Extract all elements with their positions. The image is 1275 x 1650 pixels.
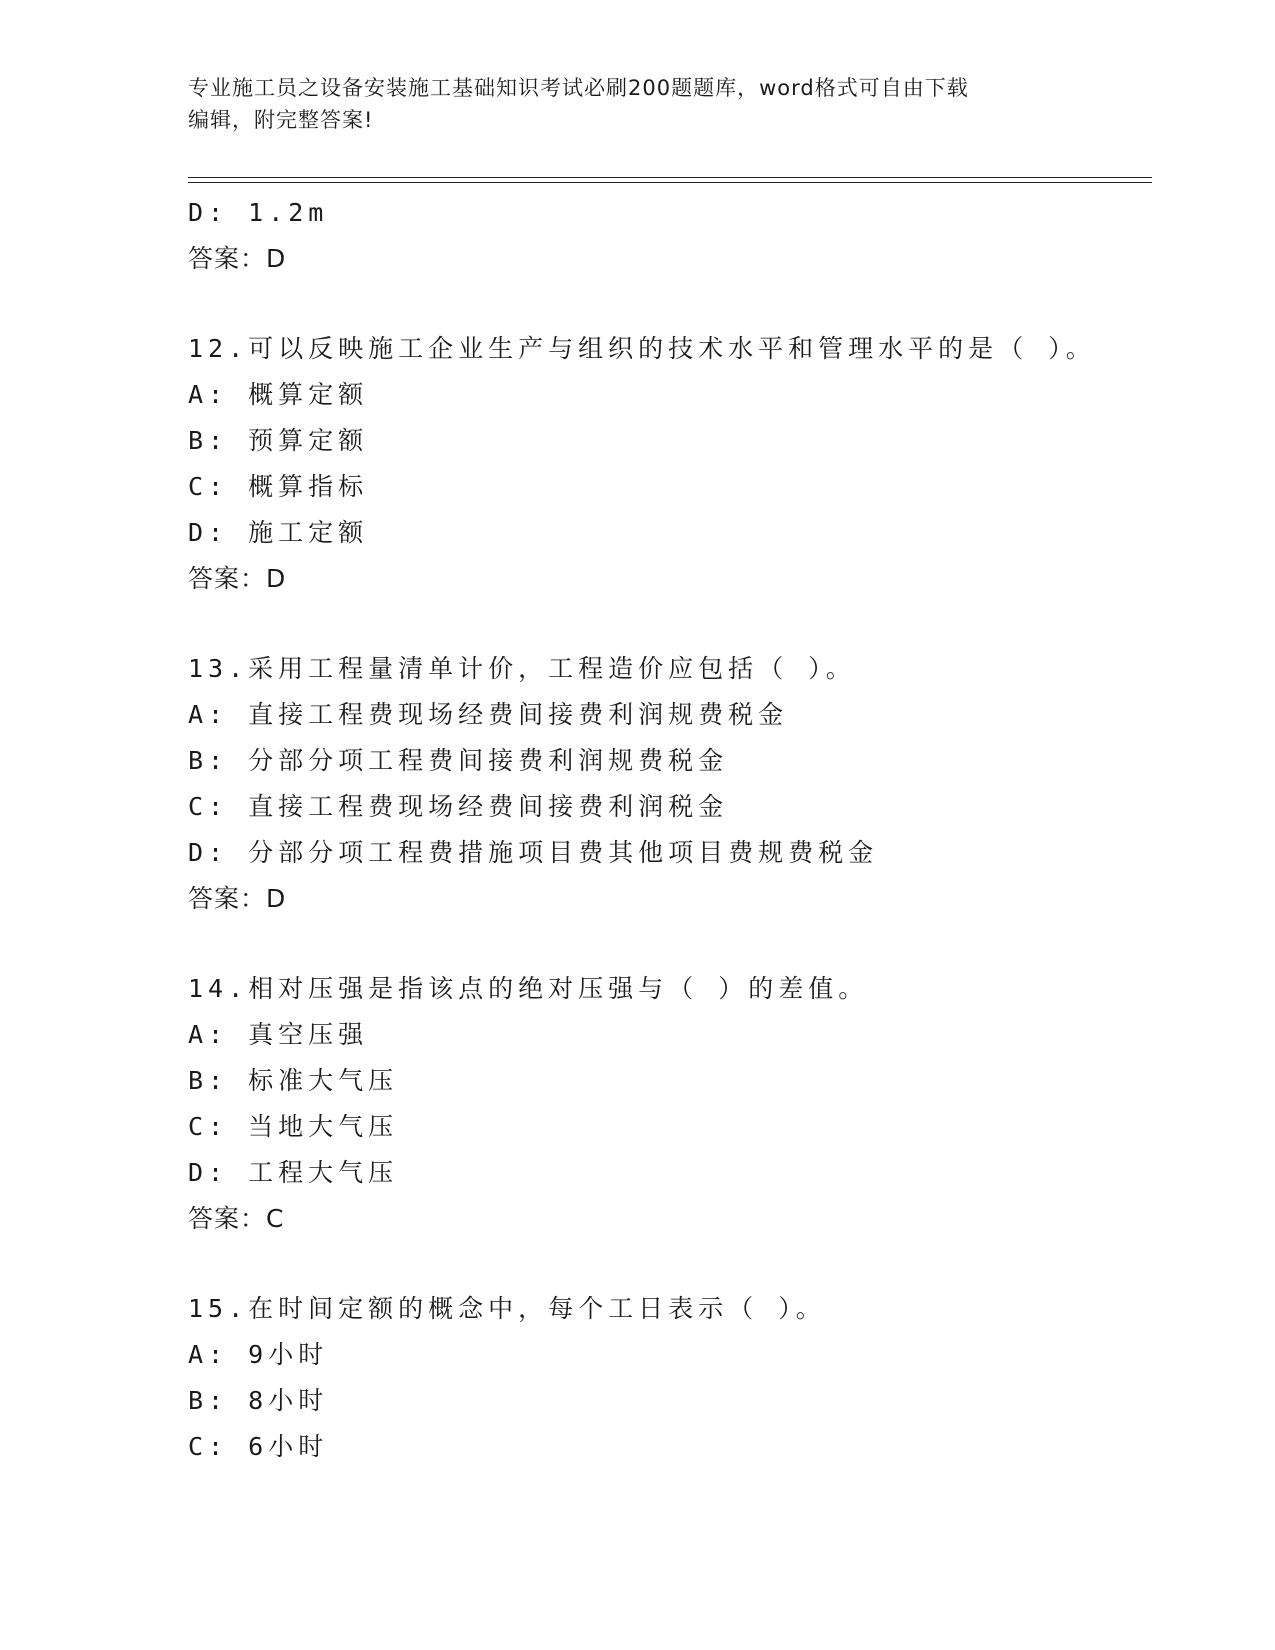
option-b: B: 分部分项工程费间接费利润规费税金 bbox=[188, 746, 729, 775]
option-d: D: 1.2m bbox=[188, 198, 329, 227]
question-stem: 13.采用工程量清单计价，工程造价应包括（ ）。 bbox=[188, 654, 856, 683]
question-stem: 12.可以反映施工企业生产与组织的技术水平和管理水平的是（ ）。 bbox=[188, 334, 1096, 363]
answer: 答案：D bbox=[188, 244, 287, 273]
option-c: C: 6小时 bbox=[188, 1432, 329, 1461]
option-a: A: 概算定额 bbox=[188, 380, 369, 409]
option-c: C: 当地大气压 bbox=[188, 1112, 399, 1141]
option-a: A: 真空压强 bbox=[188, 1020, 369, 1049]
option-b: B: 8小时 bbox=[188, 1386, 329, 1415]
spacer bbox=[188, 1242, 1148, 1286]
question-stem: 15.在时间定额的概念中，每个工日表示（ ）。 bbox=[188, 1294, 826, 1323]
option-d: D: 分部分项工程费措施项目费其他项目费规费税金 bbox=[188, 838, 879, 867]
option-b: B: 标准大气压 bbox=[188, 1066, 399, 1095]
header-rule-top bbox=[188, 177, 1152, 178]
option-c: C: 直接工程费现场经费间接费利润税金 bbox=[188, 792, 729, 821]
question-list bbox=[188, 190, 1148, 1470]
answer: 答案：C bbox=[188, 1204, 285, 1233]
answer: 答案：D bbox=[188, 884, 287, 913]
option-a: A: 9小时 bbox=[188, 1340, 329, 1369]
spacer bbox=[188, 282, 1148, 326]
option-c: C: 概算指标 bbox=[188, 472, 369, 501]
answer: 答案：D bbox=[188, 564, 287, 593]
question-stem: 14.相对压强是指该点的绝对压强与（ ）的差值。 bbox=[188, 974, 869, 1003]
option-d: D: 施工定额 bbox=[188, 518, 369, 547]
option-a: A: 直接工程费现场经费间接费利润规费税金 bbox=[188, 700, 789, 729]
header-line-2: 编辑，附完整答案! bbox=[188, 108, 374, 132]
spacer bbox=[188, 602, 1148, 646]
option-b: B: 预算定额 bbox=[188, 426, 369, 455]
header-line-1: 专业施工员之设备安装施工基础知识考试必刷200题题库，word格式可自由下载 bbox=[188, 76, 969, 100]
header-rule-bottom bbox=[188, 182, 1152, 183]
option-d: D: 工程大气压 bbox=[188, 1158, 399, 1187]
spacer bbox=[188, 922, 1148, 966]
document-header bbox=[188, 72, 1088, 136]
